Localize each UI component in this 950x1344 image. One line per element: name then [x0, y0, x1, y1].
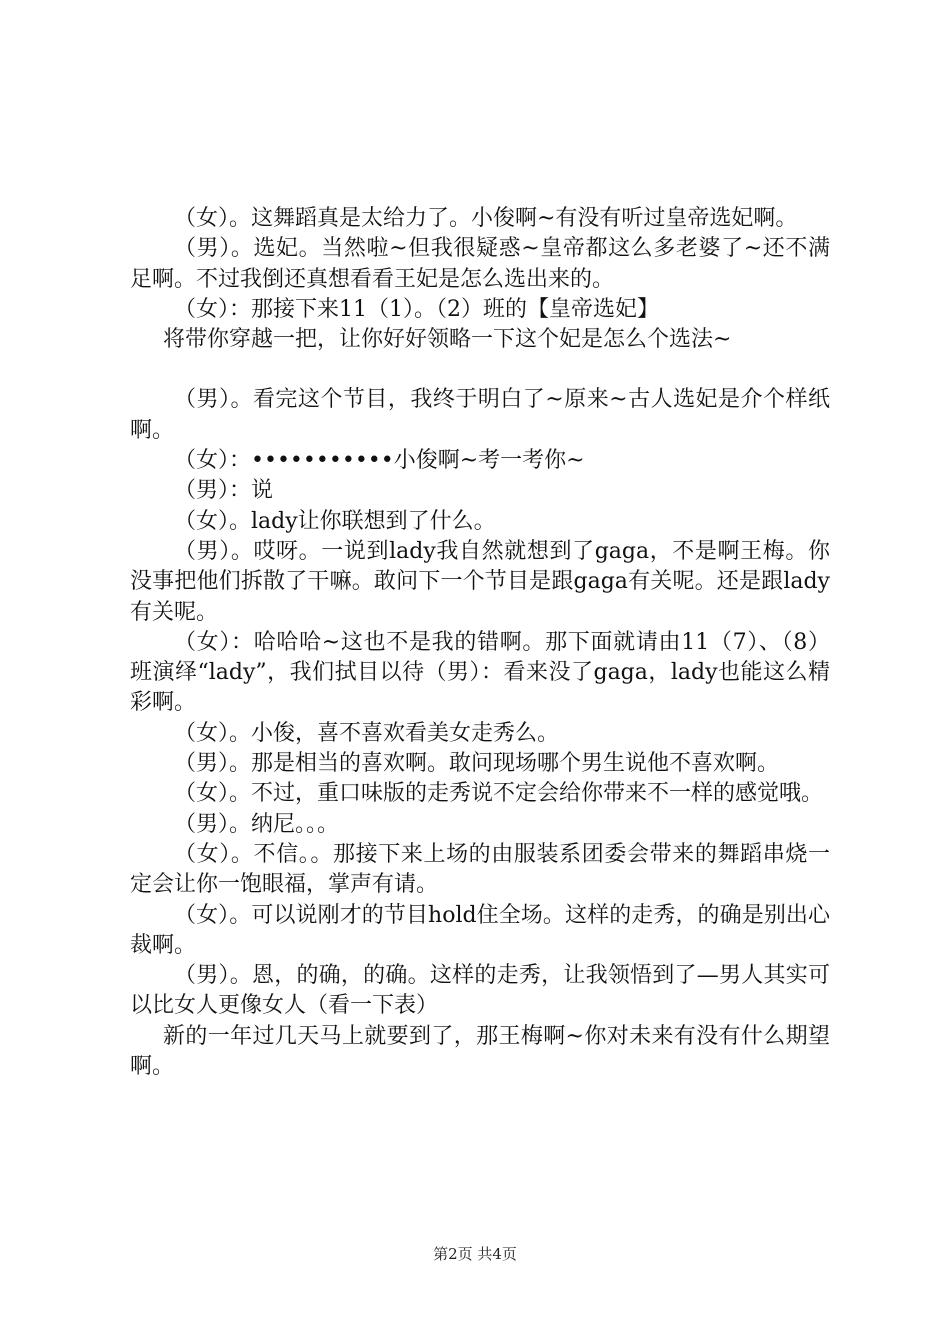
dialogue-paragraph: （女）。lady让你联想到了什么。 [174, 508, 496, 534]
dialogue-paragraph: （女）。这舞蹈真是太给力了。小俊啊~有没有听过皇帝选妃啊。 [174, 206, 798, 231]
dialogue-paragraph: （女）。不过，重口味版的走秀说不定会给你带来不一样的感觉哦。 [174, 781, 824, 807]
dialogue-paragraph: （女）。小俊，喜不喜欢看美女走秀么。 [174, 720, 560, 746]
dialogue-paragraph: （女）：那接下来11（1）。（2）班的【皇帝选妃】 [174, 296, 659, 322]
dialogue-paragraph: （女）。可以说刚才的节目hold住全场。这样的走秀，的确是别出心裁啊。 [130, 902, 830, 958]
dialogue-paragraph: （男）：说 [174, 478, 274, 504]
dialogue-paragraph: （男）。选妃。当然啦~但我很疑惑~皇帝都这么多老婆了~还不满足啊。不过我倒还真想看看王妃是怎么选出来的。 [130, 236, 830, 292]
dialogue-paragraph: （男）。哎呀。一说到lady我自然就想到了gaga，不是啊王梅。你没事把他们拆散了干嘛。敢问下一个节目是跟gaga有关呢。还是跟lady有关呢。 [130, 538, 830, 625]
script-body [130, 204, 830, 1082]
dialogue-paragraph: （男）。纳尼。。。 [174, 811, 340, 837]
dialogue-paragraph: （男）。看完这个节目，我终于明白了~原来~古人选妃是介个样纸啊。 [130, 387, 830, 443]
dialogue-paragraph: 将带你穿越一把，让你好好领略一下这个妃是怎么个选法~ [163, 327, 732, 353]
dialogue-paragraph: （女）：哈哈哈~这也不是我的错啊。那下面就请由11（7）、（8）班演绎“lady”，我们拭目以待（男）：看来没了gaga，lady也能这么精彩啊。 [130, 629, 830, 716]
dialogue-paragraph: 新的一年过几天马上就要到了，那王梅啊~你对未来有没有什么期望啊。 [130, 1023, 830, 1080]
page-number-footer: 第2页 共4页 [433, 1245, 517, 1263]
dialogue-paragraph: （女）。不信。。那接下来上场的由服装系团委会带来的舞蹈串烧一定会让你一饱眼福，掌声有请。 [130, 841, 830, 898]
dialogue-paragraph: （女）：•••••••••••小俊啊~考一考你~ [174, 448, 585, 474]
dialogue-paragraph: （男）。恩，的确，的确。这样的走秀，让我领悟到了—男人其实可以比女人更像女人（看一下表） [130, 963, 830, 1019]
dialogue-paragraph: （男）。那是相当的喜欢啊。敢问现场哪个男生说他不喜欢啊。 [174, 751, 780, 777]
